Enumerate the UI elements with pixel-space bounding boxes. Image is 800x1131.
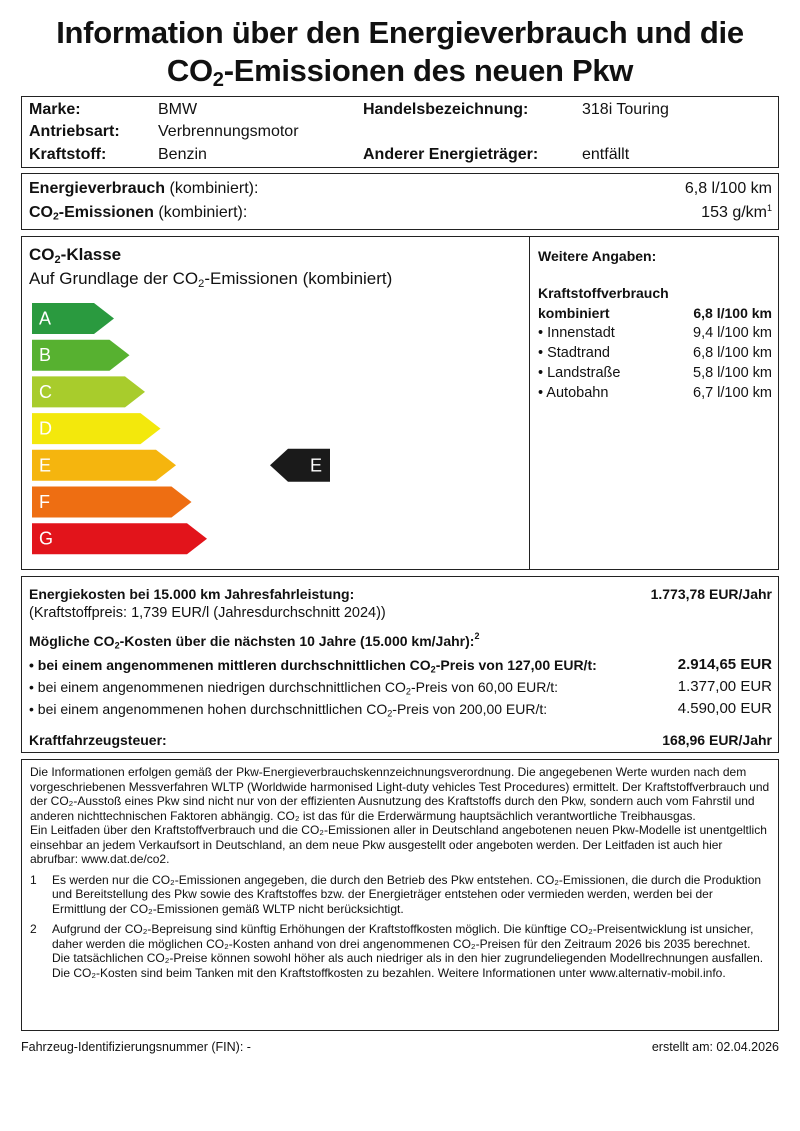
tax-value: 168,96 EUR/Jahr: [662, 732, 772, 748]
class-bar-label-e: E: [39, 455, 52, 476]
class-bar-label-b: B: [39, 345, 52, 366]
energie-label: Energieverbrauch: [29, 180, 166, 197]
consumption-item-value: 6,7 l/100 km: [693, 385, 772, 401]
class-bar-label-d: D: [39, 418, 52, 439]
co2-cost-heading: [29, 631, 479, 651]
page-title: [0, 14, 800, 90]
consumption-item-value: 5,8 l/100 km: [693, 365, 772, 381]
anderer-label: Anderer Energieträger:: [363, 146, 539, 163]
co2-footnote-marker: 1: [766, 203, 772, 213]
handel-value: 318i Touring: [582, 101, 669, 118]
co2-scenario-row: [29, 655, 772, 675]
co2-scenario-label: • bei einem angenommenen mittleren durchschnittlichen CO2-Preis von 127,00 EUR/t:: [29, 657, 597, 675]
co2-class-sub-pre: Auf Grundlage der CO: [29, 269, 199, 288]
co2-scenario-value: 4.590,00 EUR: [677, 700, 772, 717]
co2-class-scale: [32, 303, 352, 563]
co2-cost-heading-sub: 2: [114, 640, 120, 651]
energy-cost-value: 1.773,78 EUR/Jahr: [650, 586, 772, 602]
class-bar-label-g: G: [39, 528, 54, 549]
consumption-item: [538, 363, 772, 383]
further-heading: Weitere Angaben:: [538, 248, 657, 264]
title-line-1: Information über den Energieverbrauch und die: [56, 15, 744, 50]
anderer-value: entfällt: [582, 146, 630, 163]
co2-scenario-subscript: 2: [430, 664, 436, 675]
co2-class-sub-post: -Emissionen (kombiniert): [204, 269, 393, 288]
footnote-1-number: 1: [30, 872, 37, 887]
co2-scenario-label: • bei einem angenommenen niedrigen durchschnittlichen CO2-Preis von 60,00 EUR/t:: [29, 679, 559, 697]
marke-value: BMW: [158, 101, 198, 118]
title-subscript: 2: [212, 69, 224, 92]
antrieb-value: Verbrennungsmotor: [158, 123, 299, 140]
class-bar-g: [32, 523, 207, 554]
title-line-2: [0, 52, 800, 90]
co2-class-heading: [29, 245, 121, 265]
co2-class-subheading: [29, 269, 392, 289]
co2-scenario-subscript: 2: [387, 708, 393, 719]
marke-label: Marke:: [29, 101, 81, 118]
class-bar-label-c: C: [39, 381, 52, 402]
created-date: erstellt am: 02.04.2026: [651, 1040, 779, 1054]
co2-scenario-subscript: 2: [405, 686, 411, 697]
consumption-item: [538, 383, 772, 403]
footnote-2-number: 2: [30, 922, 37, 936]
co2-value: 153 g/km: [701, 204, 767, 221]
co2-cost-heading-post: -Kosten über die nächsten 10 Jahre (15.000 km/Jahr):: [119, 633, 475, 649]
fuel-heading: Kraftstoffverbrauch: [538, 285, 669, 301]
footnote-1: [30, 873, 770, 917]
consumption-item-label: • Innenstadt: [538, 325, 615, 341]
co2-row: [29, 203, 247, 223]
costs-box: [21, 576, 779, 753]
class-bar-e: [32, 450, 176, 481]
title-co-text: CO: [166, 53, 213, 88]
combined-label: kombiniert: [538, 305, 610, 321]
handel-label: Handelsbezeichnung:: [363, 101, 529, 118]
consumption-item-label: • Landstraße: [538, 365, 621, 381]
energie-value: 6,8 l/100 km: [684, 180, 772, 197]
notes-box: [21, 759, 779, 1031]
footnote-1-text: Es werden nur die CO₂-Emissionen angegeben, die durch den Betrieb des Pkw entstehen. CO₂-Emissionen, die durch die Produktion und Bereitstellung des Pkw sowie des Kraftstoffes bzw. der Energieträger entstehen oder vermieden werden, werden bei der Ermittlung der CO₂-Emissionen gemäß WLTP nicht berücksichtigt.: [52, 872, 762, 916]
column-divider: [529, 237, 530, 569]
title-rest-text: -Emissionen des neuen Pkw: [223, 53, 634, 88]
kraftstoff-value: Benzin: [158, 146, 207, 163]
co2-class-heading-post: -Klasse: [60, 245, 122, 264]
vehicle-info-box: [21, 96, 779, 168]
consumption-item-label: • Stadtrand: [538, 345, 610, 361]
co2-class-sub-sub: 2: [198, 277, 205, 290]
energy-cost-note: (Kraftstoffpreis: 1,739 EUR/l (Jahresdurchschnitt 2024)): [29, 605, 386, 621]
class-bar-f: [32, 487, 192, 518]
class-bar-label-f: F: [39, 492, 50, 512]
co2-suffix: (kombiniert):: [158, 204, 248, 221]
current-class-marker-label: E: [310, 455, 323, 476]
antrieb-label: Antriebsart:: [29, 123, 120, 140]
co2-scenario-value: 2.914,65 EUR: [677, 656, 772, 673]
energie-suffix: (kombiniert):: [169, 180, 259, 197]
co2-label-pre: CO: [29, 204, 53, 221]
consumption-item: [538, 343, 772, 363]
co2-scenario-value: 1.377,00 EUR: [677, 678, 772, 695]
consumption-item-value: 6,8 l/100 km: [693, 345, 772, 361]
co2-scenario-row: [29, 699, 772, 719]
footnote-2: [30, 922, 770, 980]
consumption-item-value: 9,4 l/100 km: [693, 325, 772, 341]
energie-row: [29, 179, 258, 199]
consumption-item: [538, 323, 772, 343]
co2-scenario-label: • bei einem angenommenen hohen durchschnittlichen CO2-Preis von 200,00 EUR/t:: [29, 701, 548, 719]
consumption-item-label: • Autobahn: [538, 385, 609, 401]
co2-label-sub: 2: [53, 211, 59, 223]
co2-cost-footnote-marker: 2: [474, 631, 480, 641]
co2-cost-heading-pre: Mögliche CO: [29, 633, 115, 649]
fin-label: Fahrzeug-Identifizierungsnummer (FIN): -: [21, 1040, 251, 1054]
footnote-2-text: Aufgrund der CO₂-Bepreisung sind künftig Erhöhungen der Kraftstoffkosten möglich. Die künftige CO₂-Preisentwicklung ist unsicher, daher werden die möglichen CO₂-Kosten anhand von drei angenommenen CO₂-Preisen für den Zeitraum 2026 bis 2035 berechnet. Die tatsächlichen CO₂-Preise können sowohl höher als auch niedriger als in den hier zugrundeliegenden Modellrechnungen ausfallen. Die CO₂-Kosten sind beim Tanken mit den Kraftstoffkosten zu bezahlen. Weitere Informationen unter www.alternativ-mobil.info.: [52, 922, 764, 980]
co2-class-box: [21, 236, 779, 570]
consumption-box: [21, 173, 779, 230]
tax-label: Kraftfahrzeugsteuer:: [29, 732, 167, 748]
co2-value-wrap: [701, 203, 772, 223]
energy-cost-label: Energiekosten bei 15.000 km Jahresfahrleistung:: [29, 586, 355, 602]
co2-class-heading-pre: CO: [29, 245, 55, 264]
combined-value: 6,8 l/100 km: [693, 305, 772, 321]
note-paragraph-1: Die Informationen erfolgen gemäß der Pkw-Energieverbrauchskennzeichnungsverordnung. Die angegebenen Werte wurden nach dem vorgeschriebenen Messverfahren WLTP (Worldwide harmonised Light-duty vehicles Test Procedures) ermittelt. Der Kraftstoffverbrauch und der CO₂-Ausstoß eines Pkw sind nicht nur von der effizienten Ausnutzung des Kraftstoffs durch den Pkw, sondern auch vom Fahrstil und anderen nichttechnischen Faktoren abhängig. CO₂ ist das für die Erderwärmung hauptsächlich verantwortliche Treibhausgas.: [30, 765, 770, 823]
co2-label-post: -Emissionen: [58, 204, 154, 221]
co2-class-heading-sub: 2: [54, 253, 61, 266]
class-bar-label-a: A: [39, 308, 52, 329]
kraftstoff-label: Kraftstoff:: [29, 146, 107, 163]
note-paragraph-2: Ein Leitfaden über den Kraftstoffverbrauch und die CO₂-Emissionen aller in Deutschland angebotenen neuen Pkw-Modelle ist unentgeltlich einsehbar an jedem Verkaufsort in Deutschland, an dem neue Pkw ausgestellt oder angeboten werden. Der Leitfaden ist auch hier abrufbar: www.dat.de/co2.: [30, 823, 767, 866]
co2-scenario-row: [29, 677, 772, 697]
